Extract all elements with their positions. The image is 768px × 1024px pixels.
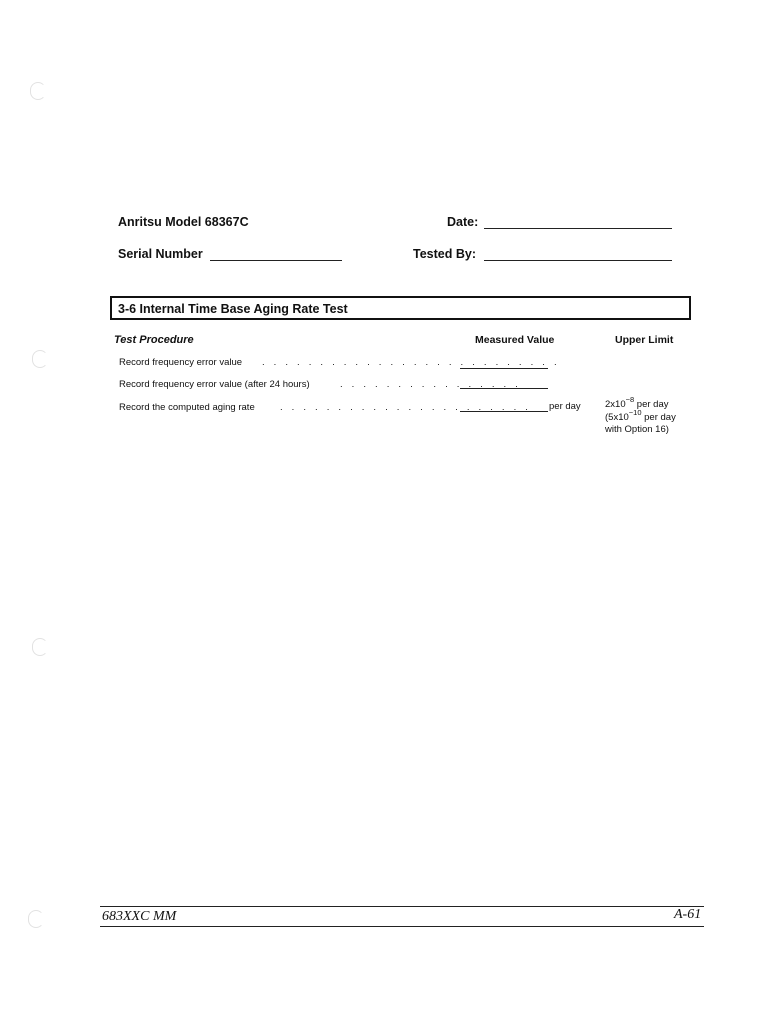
- measured-value-field[interactable]: [460, 411, 548, 412]
- punch-hole-mark: [32, 350, 48, 368]
- punch-hole-mark: [28, 910, 44, 928]
- date-field[interactable]: [484, 228, 672, 229]
- model-label: Anritsu Model 68367C: [118, 215, 249, 229]
- column-header-procedure: Test Procedure: [114, 334, 194, 346]
- punch-hole-mark: [30, 82, 46, 100]
- column-header-measured: Measured Value: [475, 334, 555, 346]
- tested-by-field[interactable]: [484, 260, 672, 261]
- upper-limit-line-2: ($5x10^{-10}$ per day: [605, 407, 676, 423]
- measured-unit: per day: [549, 401, 581, 412]
- tested-by-label: Tested By:: [413, 247, 476, 261]
- measured-value-field[interactable]: [460, 388, 548, 389]
- procedure-text: Record frequency error value (after 24 hours): [119, 379, 310, 390]
- punch-hole-mark: [32, 638, 48, 656]
- section-title: 3-6 Internal Time Base Aging Rate Test: [118, 302, 348, 316]
- leader-dots: . . . . . . . . . . . . . . . . . . . . . .: [280, 402, 532, 413]
- serial-number-label: Serial Number: [118, 247, 203, 261]
- leader-dots: . . . . . . . . . . . . . . . .: [340, 379, 522, 390]
- section-heading-box: [110, 296, 691, 320]
- footer-manual-id: 683XXC MM: [102, 909, 177, 924]
- upper-limit-value: [605, 395, 676, 437]
- date-label: Date:: [447, 215, 479, 229]
- footer-rule-top: [100, 906, 704, 907]
- leader-dots: . . . . . . . . . . . . . . . . . . . . . . . . . .: [262, 357, 560, 368]
- upper-limit-line-1: $2x10^{-8}$ per day: [605, 395, 669, 410]
- footer-rule-bottom: [100, 926, 704, 927]
- serial-number-field[interactable]: [210, 260, 342, 261]
- footer-page-number: A-61: [674, 907, 702, 922]
- procedure-text: Record the computed aging rate: [119, 402, 255, 413]
- measured-value-field[interactable]: [460, 368, 548, 369]
- procedure-text: Record frequency error value: [119, 357, 243, 368]
- upper-limit-line-3: with Option 16): [605, 424, 669, 435]
- column-header-upper-limit: Upper Limit: [615, 334, 674, 346]
